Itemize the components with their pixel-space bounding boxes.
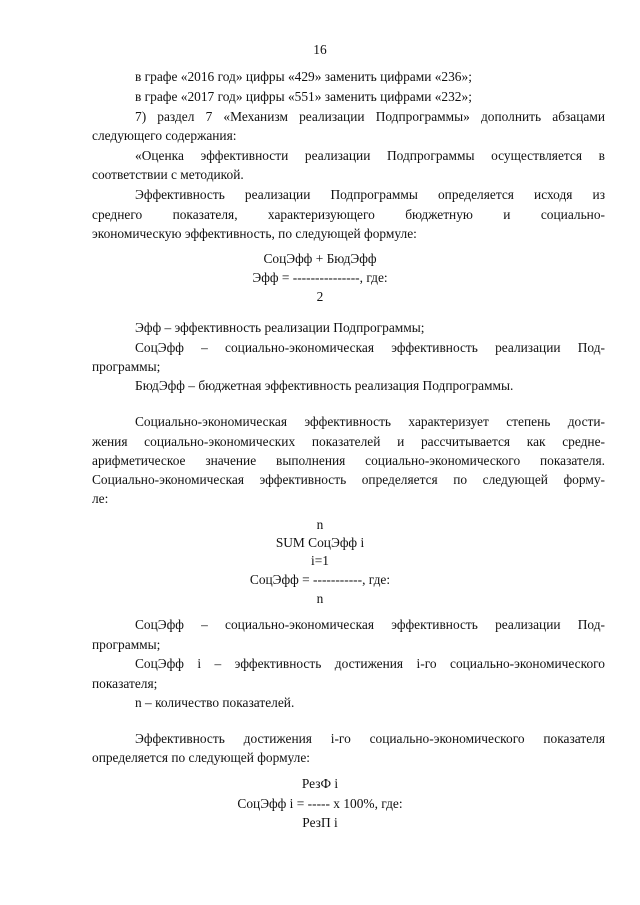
definition-line: n – количество показателей. [135,695,295,710]
text-line: жения социально-экономических показателей и рассчитывается как средне- [92,434,605,449]
definition-line: БюдЭфф – бюджетная эффективность реализация Подпрограммы. [135,378,514,393]
text-line: в графе «2016 год» цифры «429» заменить цифрами «236»; [135,69,472,84]
definition-line: программы; [92,359,161,374]
formula2-main: СоцЭфф = -----------, где: [249,572,391,587]
formula3-numerator: РезФ i [301,776,339,791]
formula3-main: СоцЭфф i = ----- x 100%, где: [237,796,403,811]
text-line: Социально-экономическая эффективность характеризует степень дости- [135,414,605,429]
page-number: 16 [313,42,327,57]
text-line: следующего содержания: [92,128,237,143]
definition-line: показателя; [92,676,158,691]
text-line: среднего показателя, характеризующего бюджетную и социально- [92,207,605,222]
text-line: соответствии с методикой. [92,167,244,182]
definition-line: СоцЭфф i – эффективность достижения i-го социально-экономического [135,656,605,671]
formula2-sum: SUM СоцЭфф i [275,535,365,550]
formula3-denominator: РезП i [302,815,338,830]
text-line: Социально-экономическая эффективность определяется по следующей форму- [92,472,605,487]
text-line: Эффективность достижения i-го социально-экономического показателя [135,731,605,746]
text-line: определяется по следующей формуле: [92,750,311,765]
formula1-numerator: СоцЭфф + БюдЭфф [263,251,377,266]
text-line: арифметическое значение выполнения социально-экономического показателя. [92,453,605,468]
definition-line: программы; [92,637,161,652]
text-line: 7) раздел 7 «Механизм реализации Подпрограммы» дополнить абзацами [135,109,605,124]
text-line: экономическую эффективность, по следующей формуле: [92,226,417,241]
text-line: ле: [92,491,109,506]
text-line: «Оценка эффективности реализации Подпрограммы осуществляется в [135,148,605,163]
formula2-denominator: n [316,591,324,606]
formula2-upper-limit: n [316,517,324,532]
definition-line: СоцЭфф – социально-экономическая эффективность реализации Под- [135,617,605,632]
formula1-denominator: 2 [316,289,324,304]
definition-line: СоцЭфф – социально-экономическая эффективность реализации Под- [135,340,605,355]
definition-line: Эфф – эффективность реализации Подпрограммы; [135,320,425,335]
formula2-index: i=1 [311,553,329,568]
text-line: Эффективность реализации Подпрограммы определяется исходя из [135,187,605,202]
text-line: в графе «2017 год» цифры «551» заменить цифрами «232»; [135,89,472,104]
formula1-main: Эфф = ---------------, где: [252,270,388,285]
